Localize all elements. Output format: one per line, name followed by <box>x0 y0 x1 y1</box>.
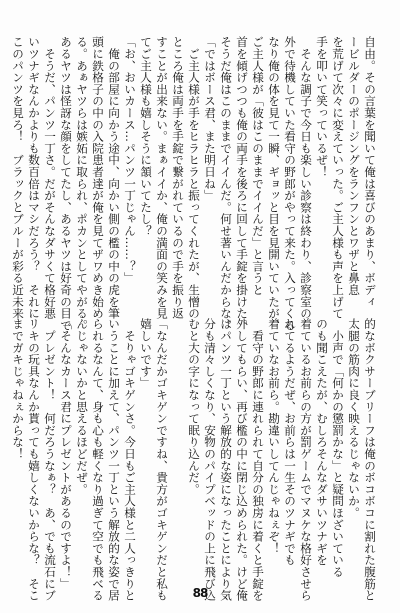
body-text-upper: 自由。その言葉を聞いて俺は喜びのあまり、ボディ ービルダーのポージングをランフンとワザと鼻息 を荒げて次々に変えていった。ご主人様も声を上げて 手を叩いて笑っているぜ！ そんな調子で今日も楽しい診察は終わり、診察室の 外で待機していた看守の野郎がやって来た。入ってくる なり俺の体を見て一瞬、ギョッと目を見開いていたが、 ご主人様が「彼はこのままでイイんだ」と言うと 首を傾げつつも俺の両手を後ろに回して手錠を掛けた。 そうだ俺はこのままでイイんだ。何せ著いんだからな。 「ではボース君、また明日ね」 ご主人様が手をヒラヒラと振ってくれたが、生憎の ところ俺は両手を手錠で繋がれているので手を振り返 すことが出来ない。まぁイイか、俺の満面の笑みを見 てご主人様も嬉しそうに頷いてたし？ 「お、おいカース…パンツ一丁じゃん……？」 俺の部屋に向かう途中、向かい側の檻の中の虎を筆 頭に鉄格子の中の入院患者達が俺を見てザワめき始め る。あぁヤツらは嫉妬に取られ、ポカンとしてやがる。 あるヤツは怪訝な顔をしてたし、あるヤツは好奇の目で そうだ、パンツ一丁さ。だがそんなダサくて格好悪 いツナギなんかよりも数百倍はマシだろう？ それに このパンツを見ろ！ ブラックとブルーが彩る近未来 <box>11 36 377 331</box>
body-text-lower: 的なボクサーブリーフは俺のボコボコに割れた腹筋と 太腿の筋肉に良く映えるじゃないか。 小声で「何かの懲罰かな」と疑問ほざいている のも聞こえたが、むしろそんなダサいツナギを 着ているお前らの方が罰ゲームでマヌケな格好させら れてるようだぜ、お前らは一生そのツナギでも 着ていなお前ら。勘違いしてんじゃねぇぞ！ 看守の野郎に連れられて自分の独房に着くと手錠を 外してもらい、再び檻の中に閉じ込められた。けど俺 はパンツ一丁という解放的な姿になったことにより気 分も清々しくなり、安物のパイプベッドの上に飛び込 むと大の字になって眠り込んだ。 「なんだかゴキゲンですね、貴方がゴキゲンだと私も 嬉しいです」 そりゃゴキゲンさ。今日もご主人様と二人っきりと いうことに加えて、パンツ一丁という解放的な姿で居 られるなんて、身も心も軽くなり過ぎて空でも飛べる んじゃないかと思えるほどだぜ。 「そんなカース君にプレゼントがあるのですよ！」 プレゼント！ 何だろうなぁ？ あ、でも流石にブ リキの玩具なんか貰っても嬉しくないからな？ そこ までガキじゃねぇからな！ <box>11 318 377 602</box>
page-number: 88 <box>192 586 208 600</box>
